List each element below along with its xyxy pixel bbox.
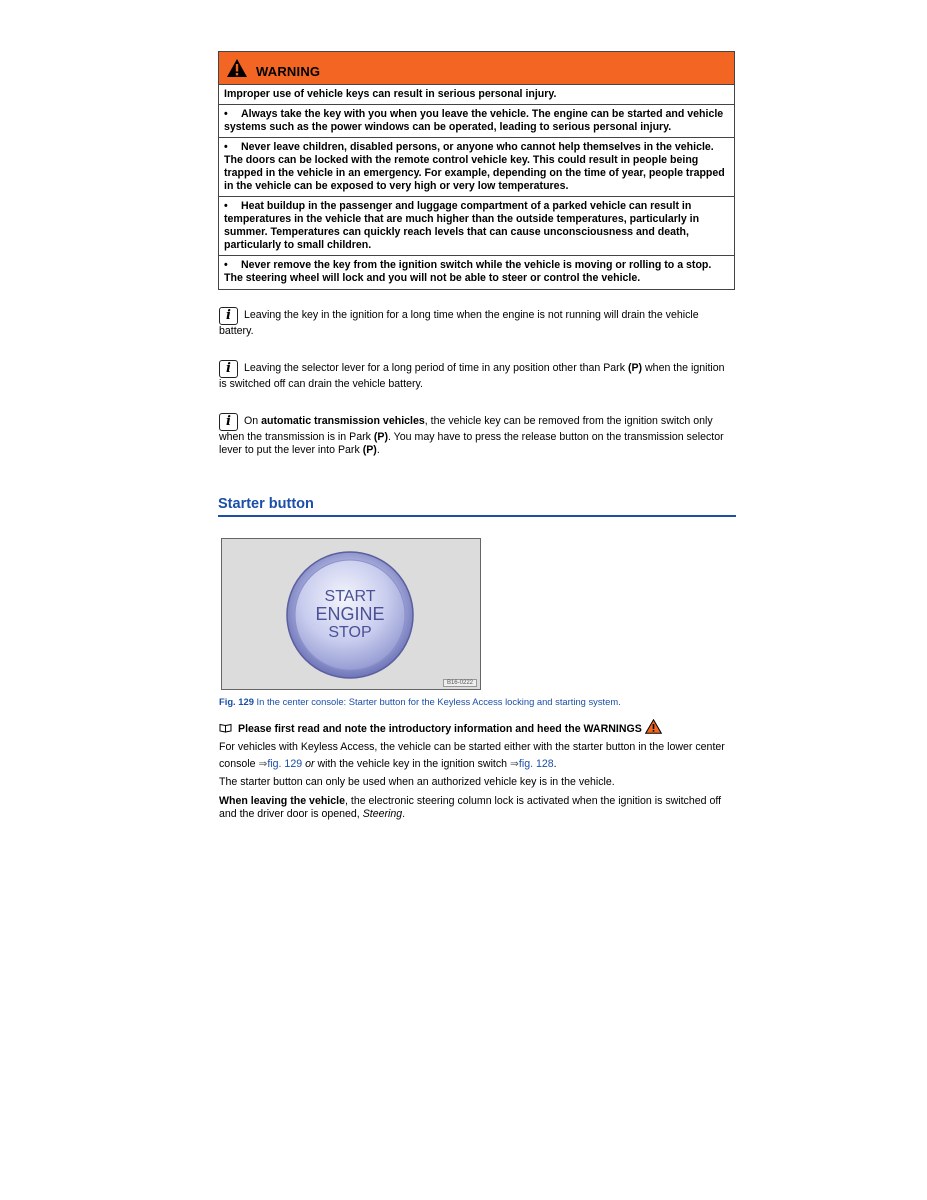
info-icon: i — [219, 413, 238, 431]
warning-header — [219, 52, 734, 85]
warning-intro: Improper use of vehicle keys can result in serious personal injury. — [219, 85, 734, 105]
warning-item: • Always take the key with you when you leave the vehicle. The engine can be started and vehicle systems such as the power windows can be operated, leading to serious personal injury. — [219, 105, 734, 138]
warning-item: • Heat buildup in the passenger and luggage compartment of a parked vehicle can result in temperatures in the vehicle that are much higher than the outside temperatures, particularly in summer. Temperatures can quickly reach levels that can cause unconsciousness and death, particularly to small children. — [219, 197, 734, 256]
starter-button-illustration — [222, 539, 480, 689]
starter-button-figure — [221, 538, 481, 690]
section-heading: Starter button — [218, 496, 736, 517]
info-note-battery: i Leaving the key in the ignition for a long time when the engine is not running will drain the vehicle battery. — [219, 308, 699, 337]
bullet: • — [224, 259, 228, 271]
read-first-note: Please first read and note the introductory information and heed the WARNINGS — [219, 719, 739, 736]
button-label-start: START — [324, 588, 376, 605]
warning-item: • Never remove the key from the ignition switch while the vehicle is moving or rolling to a stop. The steering wheel will lock and you will not be able to steer or control the vehicle. — [224, 259, 712, 284]
info-note-selector-lever: i Leaving the selector lever for a long period of time in any position other than Park (P) when the ignition is switched off can drain the vehicle battery. — [219, 361, 725, 390]
book-icon — [219, 723, 232, 733]
warning-box — [218, 51, 735, 290]
steering-reference: Steering — [362, 808, 403, 820]
warning-triangle-icon[interactable] — [645, 719, 662, 734]
steering-lock-paragraph: When leaving the vehicle, the electronic steering column lock is activated when the ignition is switched off and the driver door is opened, Steering. — [219, 795, 722, 820]
warning-item: • Never leave children, disabled persons, or anyone who cannot help themselves in the vehicle. The doors can be locked with the remote control vehicle key. This could result in people being trapped in the vehicle in an emergency. For example, depending on the time of year, people trapped in the vehicle can be exposed to very high or very low temperatures. — [219, 138, 734, 197]
info-icon: i — [219, 307, 238, 325]
warning-body — [219, 85, 734, 289]
authorized-key-paragraph: The starter button can only be used when an authorized vehicle key is in the vehicle. — [219, 776, 615, 788]
keyless-start-paragraph: For vehicles with Keyless Access, the vehicle can be started either with the starter button in the lower center console ⇒fig. 129 or with the vehicle key in the ignition switch ⇒fig. 128. — [219, 741, 725, 770]
fig-128-link[interactable]: fig. 128 — [518, 758, 554, 770]
fig-129-link[interactable]: fig. 129 — [267, 758, 303, 770]
figure-caption: Fig. 129 In the center console: Starter button for the Keyless Access locking and starting system. — [219, 696, 621, 707]
info-icon: i — [219, 360, 238, 378]
figure-label: Fig. 129 — [219, 696, 254, 707]
arrow-icon: ⇒ — [510, 758, 519, 770]
button-label-engine: ENGINE — [315, 604, 385, 624]
warning-triangle-icon — [226, 58, 248, 78]
info-note-automatic-transmission: i On automatic transmission vehicles, the vehicle key can be removed from the ignition switch only when the transmission is in Park (P). You may have to press the release button on the transmission selector lever to put the lever into Park (P). — [219, 414, 724, 456]
arrow-icon: ⇒ — [258, 758, 268, 770]
button-label-stop: STOP — [328, 624, 372, 641]
bullet: • — [224, 141, 228, 153]
bullet: • — [224, 200, 228, 212]
figure-code: B16-0222 — [443, 679, 477, 687]
bullet: • — [224, 108, 228, 120]
warning-title: WARNING — [256, 64, 321, 79]
